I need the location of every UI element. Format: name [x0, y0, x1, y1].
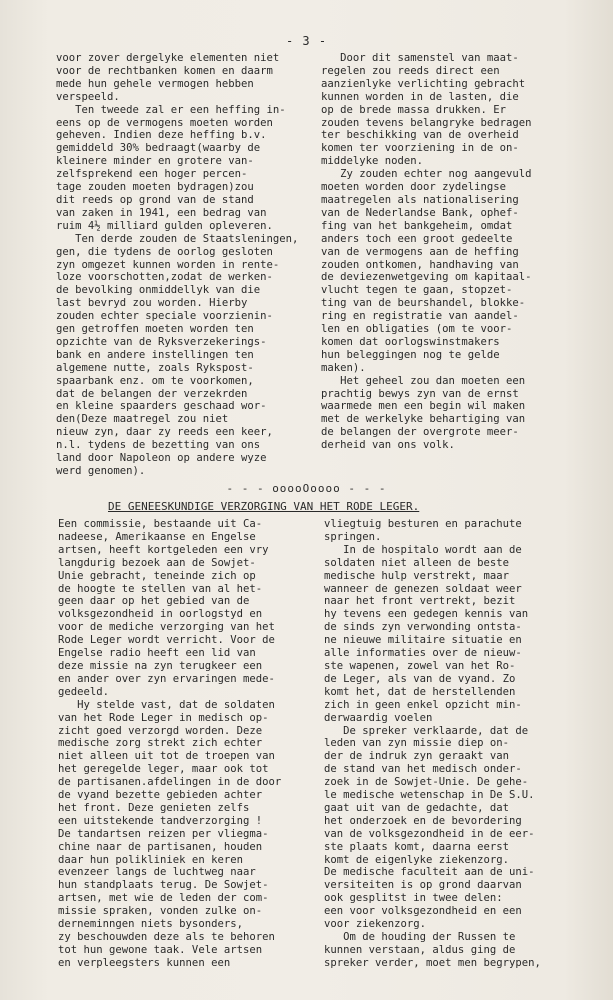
- section-divider: - - - ooooOoooo - - -: [226, 482, 387, 495]
- page-number: - 3 -: [285, 34, 328, 48]
- top-right-column: Door dit samenstel van maat- regelen zou reeds direct een aanzienlyke verlichting gebracht kunnen worden in de lasten, die op de brede massa drukken. Er zouden tevens belangryke bedragen ter beschikking van de overheid komen ter voorziening in de on- middelyke noden. Zy zouden echter nog aangevuld moeten worden door zydelingse maatregelen als nationalisering van de Nederlandse Bank, ophef- fing van het bankgeheim, omdat anders toch een groot gedeelte van de vermogens aan de heffing zouden ontkomen, handhaving van de deviezenwetgeving om kapitaal- vlucht tegen te gaan, stopzet- ting van de beurshandel, blokke- ring en registratie van aandel- len en obligaties (om te voor- komen dat oorlogswinstmakers hun beleggingen nog te gelde maken). Het geheel zou dan moeten een prachtig bewys zyn van de ernst waarmede men een begin wil maken met de werkelyke behartiging van de belangen der overgrote meer- derheid van ons volk.: [321, 52, 532, 452]
- bottom-section: [58, 518, 576, 988]
- section-heading: DE GENEESKUNDIGE VERZORGING VAN HET RODE LEGER.: [108, 500, 420, 513]
- bottom-right-column: vliegtuig besturen en parachute springen. In de hospitalo wordt aan de soldaten niet alleen de beste medische hulp verstrekt, maar wanneer de genezen soldaat weer naar het front vertrekt, bezit hy tevens een gedegen kennis van de sinds zyn verwonding ontsta- ne nieuwe militaire situatie en alle informaties over de nieuw- ste wapenen, zowel van het Ro- de Leger, als van de vyand. Zo komt het, dat de herstellenden zich in geen enkel opzicht min- derwaardig voelen De spreker verklaarde, dat de leden van zyn missie diep on- der de indruk zyn geraakt van de stand van het medisch onder- zoek in de Sowjet-Unie. De gehe- le medische wetenschap in De S.U. gaat uit van de gedachte, dat het onderzoek en de bevordering van de volksgezondheid in de eer- ste plaats komt, daarna eerst komt de eigenlyke ziekenzorg. De medische faculteit aan de uni- versiteiten is op grond daarvan ook gesplitst in twee delen: een voor volksgezondheid en een voor ziekenzorg. Om de houding der Russen te kunnen verstaan, aldus ging de spreker verder, moet men begrypen,: [324, 518, 541, 969]
- top-left-column: voor zover dergelyke elementen niet voor de rechtbanken komen en daarm mede hun gehele vermogen hebben verspeeld. Ten tweede zal er een heffing in- eens op de vermogens moeten worden geheven. Indien deze heffing b.v. gemiddeld 30% bedraagt(waarby de kleinere minder en grotere van- zelfsprekend een hoger percen- tage zouden moeten bydragen)zou dit reeds op grond van de stand van zaken in 1941, een bedrag van ruim 4½ milliard gulden opleveren. Ten derde zouden de Staatsleningen, gen, die tydens de oorlog gesloten zyn omgezet kunnen worden in rente- loze voorschotten,zodat de werken- de bevolking onmiddellyk van die last bevryd zou worden. Hierby zouden echter speciale voorzienin- gen getroffen moeten worden ten opzichte van de Ryksverzekerings- bank en andere instellingen ten algemene nutte, zoals Rykspost- spaarbank enz. om te voorkomen, dat de belangen der verzekrden en kleine spaarders geschaad wor- den(Deze maatregel zou niet nieuw zyn, daar zy reeds een keer, n.l. tydens de bezetting van ons land door Napoleon op andere wyze werd genomen).: [56, 52, 299, 477]
- top-section: [56, 52, 576, 477]
- bottom-left-column: Een commissie, bestaande uit Ca- nadeese, Amerikaanse en Engelse artsen, heeft kortgeleden een vry langdurig bezoek aan de Sowjet- Unie gebracht, teneinde zich op de hoogte te stellen van al het- geen daar op het gebied van de volksgezondheid in oorlogstyd en voor de mediche verzorging van het Rode Leger wordt verricht. Voor de Engelse radio heeft een lid van deze missie na zyn terugkeer een en ander over zyn ervaringen mede- gedeeld. Hy stelde vast, dat de soldaten van het Rode Leger in medisch op- zicht goed verzorgd worden. Deze medische zorg strekt zich echter niet alleen uit tot de troepen van het geregelde leger, maar ook tot de partisanen.afdelingen in de door de vyand bezette gebieden achter het front. Deze genieten zelfs een uitstekende tandverzorging ! De tandartsen reizen per vliegma- chine naar de partisanen, houden daar hun polikliniek en keren evenzeer langs de luchtweg naar hun standplaats terug. De Sowjet- artsen, met wie de leden der com- missie spraken, vonden zulke on- derneminngen niets bysonders, zy beschouwden deze als te behoren tot hun gewone taak. Vele artsen en verpleegsters kunnen een: [58, 518, 282, 969]
